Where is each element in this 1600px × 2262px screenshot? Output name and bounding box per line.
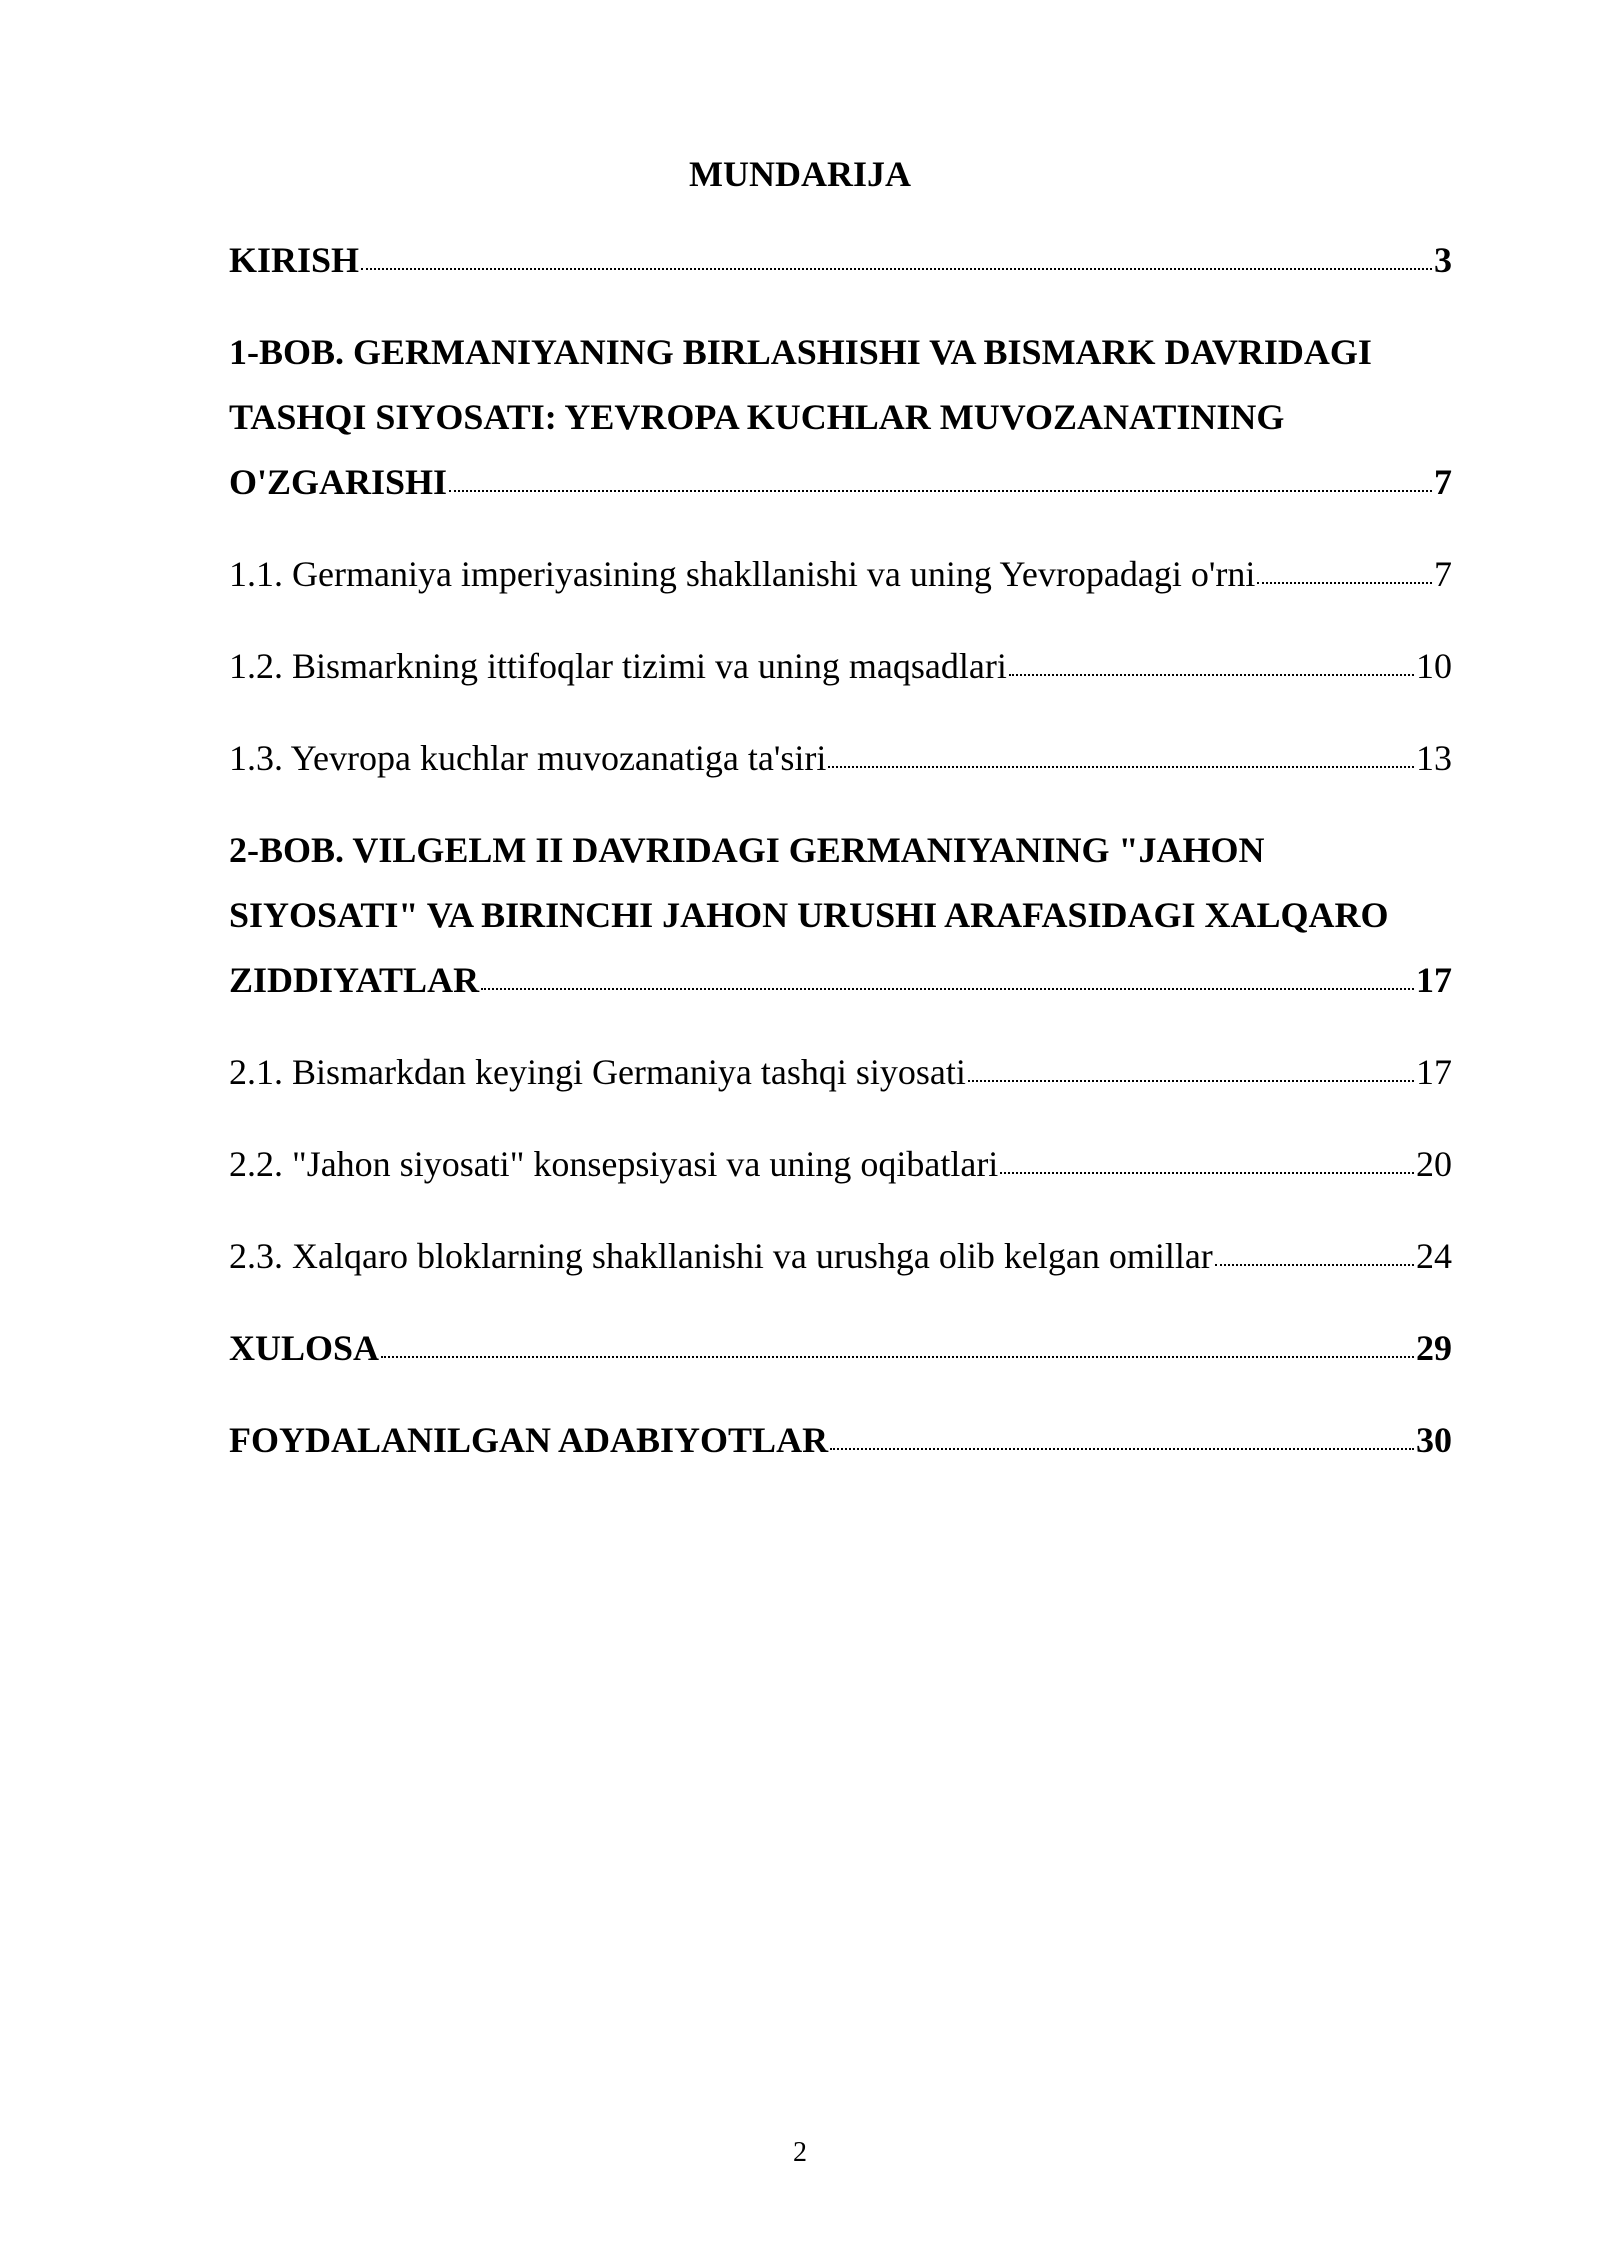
- table-of-contents: [229, 228, 1452, 1473]
- dot-leader: [1215, 1264, 1414, 1266]
- toc-entry-page-number: 7: [1434, 554, 1452, 594]
- toc-entry-page-number: 17: [1416, 1052, 1452, 1092]
- toc-entry-last-line: [229, 634, 1452, 699]
- toc-entry-page-number: 10: [1416, 646, 1452, 686]
- toc-entry[interactable]: [229, 726, 1452, 791]
- dot-leader: [449, 490, 1432, 492]
- toc-entry-title: 2.2. "Jahon siyosati" konsepsiyasi va uning oqibatlari: [229, 1144, 999, 1184]
- dot-leader: [828, 766, 1414, 768]
- toc-entry-last-line: [229, 1224, 1452, 1289]
- toc-entry-last-line: [229, 1408, 1452, 1473]
- page-number: 2: [793, 2137, 807, 2168]
- toc-entry-page-number: 3: [1434, 240, 1452, 280]
- toc-entry[interactable]: [229, 1408, 1452, 1473]
- toc-entry-title-line: 2-BOB. VILGELM II DAVRIDAGI GERMANIYANING "JAHON: [229, 830, 1265, 870]
- toc-title: MUNDARIJA: [689, 154, 911, 194]
- dot-leader: [968, 1080, 1414, 1082]
- toc-entry-page-number: 24: [1416, 1236, 1452, 1276]
- toc-entry[interactable]: [229, 320, 1452, 515]
- toc-entry-title: XULOSA: [229, 1328, 380, 1368]
- toc-entry-title: 2.1. Bismarkdan keyingi Germaniya tashqi siyosati: [229, 1052, 966, 1092]
- toc-entry[interactable]: [229, 1224, 1452, 1289]
- toc-entry-last-line: [229, 1132, 1452, 1197]
- toc-entry[interactable]: [229, 1316, 1452, 1381]
- toc-entry-last-line: [229, 228, 1452, 293]
- dot-leader: [1000, 1172, 1414, 1174]
- toc-entry-title: O'ZGARISHI: [229, 462, 448, 502]
- toc-entry-page-number: 13: [1416, 738, 1452, 778]
- toc-entry-title: 2.3. Xalqaro bloklarning shakllanishi va urushga olib kelgan omillar: [229, 1236, 1213, 1276]
- dot-leader: [381, 1356, 1414, 1358]
- toc-entry-page-number: 30: [1416, 1420, 1452, 1460]
- toc-entry-last-line: [229, 542, 1452, 607]
- toc-entry-title: 1.1. Germaniya imperiyasining shakllanishi va uning Yevropadagi o'rni: [229, 554, 1256, 594]
- toc-entry-last-line: [229, 1040, 1452, 1105]
- toc-entry-title: 1.3. Yevropa kuchlar muvozanatiga ta'siri: [229, 738, 827, 778]
- toc-entry-page-number: 17: [1416, 960, 1452, 1000]
- toc-entry-last-line: [229, 726, 1452, 791]
- toc-entry-title-line: SIYOSATI" VA BIRINCHI JAHON URUSHI ARAFASIDAGI XALQARO: [229, 895, 1389, 935]
- dot-leader: [1257, 582, 1432, 584]
- toc-entry[interactable]: [229, 542, 1452, 607]
- toc-entry-title-line: TASHQI SIYOSATI: YEVROPA KUCHLAR MUVOZANATINING: [229, 397, 1285, 437]
- toc-entry-title: FOYDALANILGAN ADABIYOTLAR: [229, 1420, 829, 1460]
- toc-entry-title: ZIDDIYATLAR: [229, 960, 480, 1000]
- dot-leader: [361, 268, 1432, 270]
- dot-leader: [1009, 674, 1414, 676]
- toc-entry[interactable]: [229, 1040, 1452, 1105]
- toc-entry-page-number: 20: [1416, 1144, 1452, 1184]
- toc-entry-last-line: [229, 948, 1452, 1013]
- toc-entry-title: KIRISH: [229, 240, 360, 280]
- toc-entry[interactable]: [229, 1132, 1452, 1197]
- toc-entry[interactable]: [229, 228, 1452, 293]
- toc-entry-page-number: 29: [1416, 1328, 1452, 1368]
- toc-entry-title-line: 1-BOB. GERMANIYANING BIRLASHISHI VA BISMARK DAVRIDAGI: [229, 332, 1372, 372]
- dot-leader: [830, 1448, 1414, 1450]
- dot-leader: [481, 988, 1414, 990]
- toc-entry-last-line: [229, 1316, 1452, 1381]
- toc-entry-page-number: 7: [1434, 462, 1452, 502]
- toc-entry[interactable]: [229, 634, 1452, 699]
- toc-entry-title: 1.2. Bismarkning ittifoqlar tizimi va uning maqsadlari: [229, 646, 1007, 686]
- toc-entry[interactable]: [229, 818, 1452, 1013]
- toc-entry-last-line: [229, 450, 1452, 515]
